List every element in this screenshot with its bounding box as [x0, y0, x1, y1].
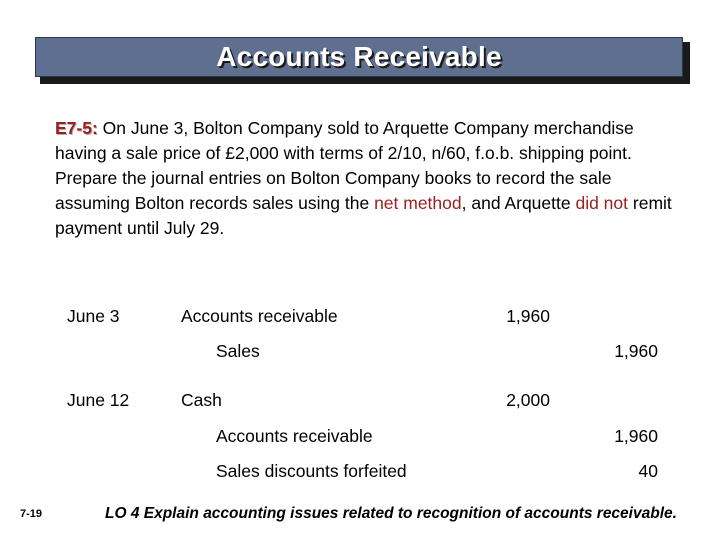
entry2-debit-amount: 2,000: [506, 390, 550, 410]
exercise-label: E7-5:: [55, 118, 98, 138]
problem-text-1: On June 3, Bolton Company sold to Arquette Company merchandise having a sale price of £2,000 with terms of 2/10, n/60, f.o.b. shipping point. Prepare the journal entries on Bolton Company books to record the sale assuming Bolton records sales using the: [55, 118, 634, 213]
emphasis-net-method: net method: [374, 193, 462, 213]
entry2-credit1-amount: 1,960: [614, 426, 658, 446]
problem-statement: [55, 116, 685, 241]
entry1-credit-amount: 1,960: [614, 341, 658, 361]
entry2-debit-account: Cash: [181, 390, 222, 410]
entry1-credit-account: Sales: [216, 341, 260, 361]
entry1-debit-amount: 1,960: [506, 306, 550, 326]
problem-text-3: remit payment until July 29.: [55, 193, 672, 238]
entry1-date: June 3: [67, 306, 120, 326]
entry1-debit-account: Accounts receivable: [181, 306, 338, 326]
entry2-date: June 12: [67, 390, 130, 410]
entry2-credit2-amount: 40: [638, 461, 658, 481]
emphasis-did-not: did not: [575, 193, 629, 213]
entry2-credit1-account: Accounts receivable: [216, 426, 373, 446]
title-bar: [35, 37, 683, 77]
slide-number: 7-19: [20, 508, 43, 520]
entry2-credit2-account: Sales discounts forfeited: [216, 461, 407, 481]
slide-title: Accounts Receivable: [216, 41, 502, 72]
learning-objective: LO 4 Explain accounting issues related to recognition of accounts receivable.: [105, 505, 677, 522]
problem-text-2: , and Arquette: [461, 193, 576, 213]
